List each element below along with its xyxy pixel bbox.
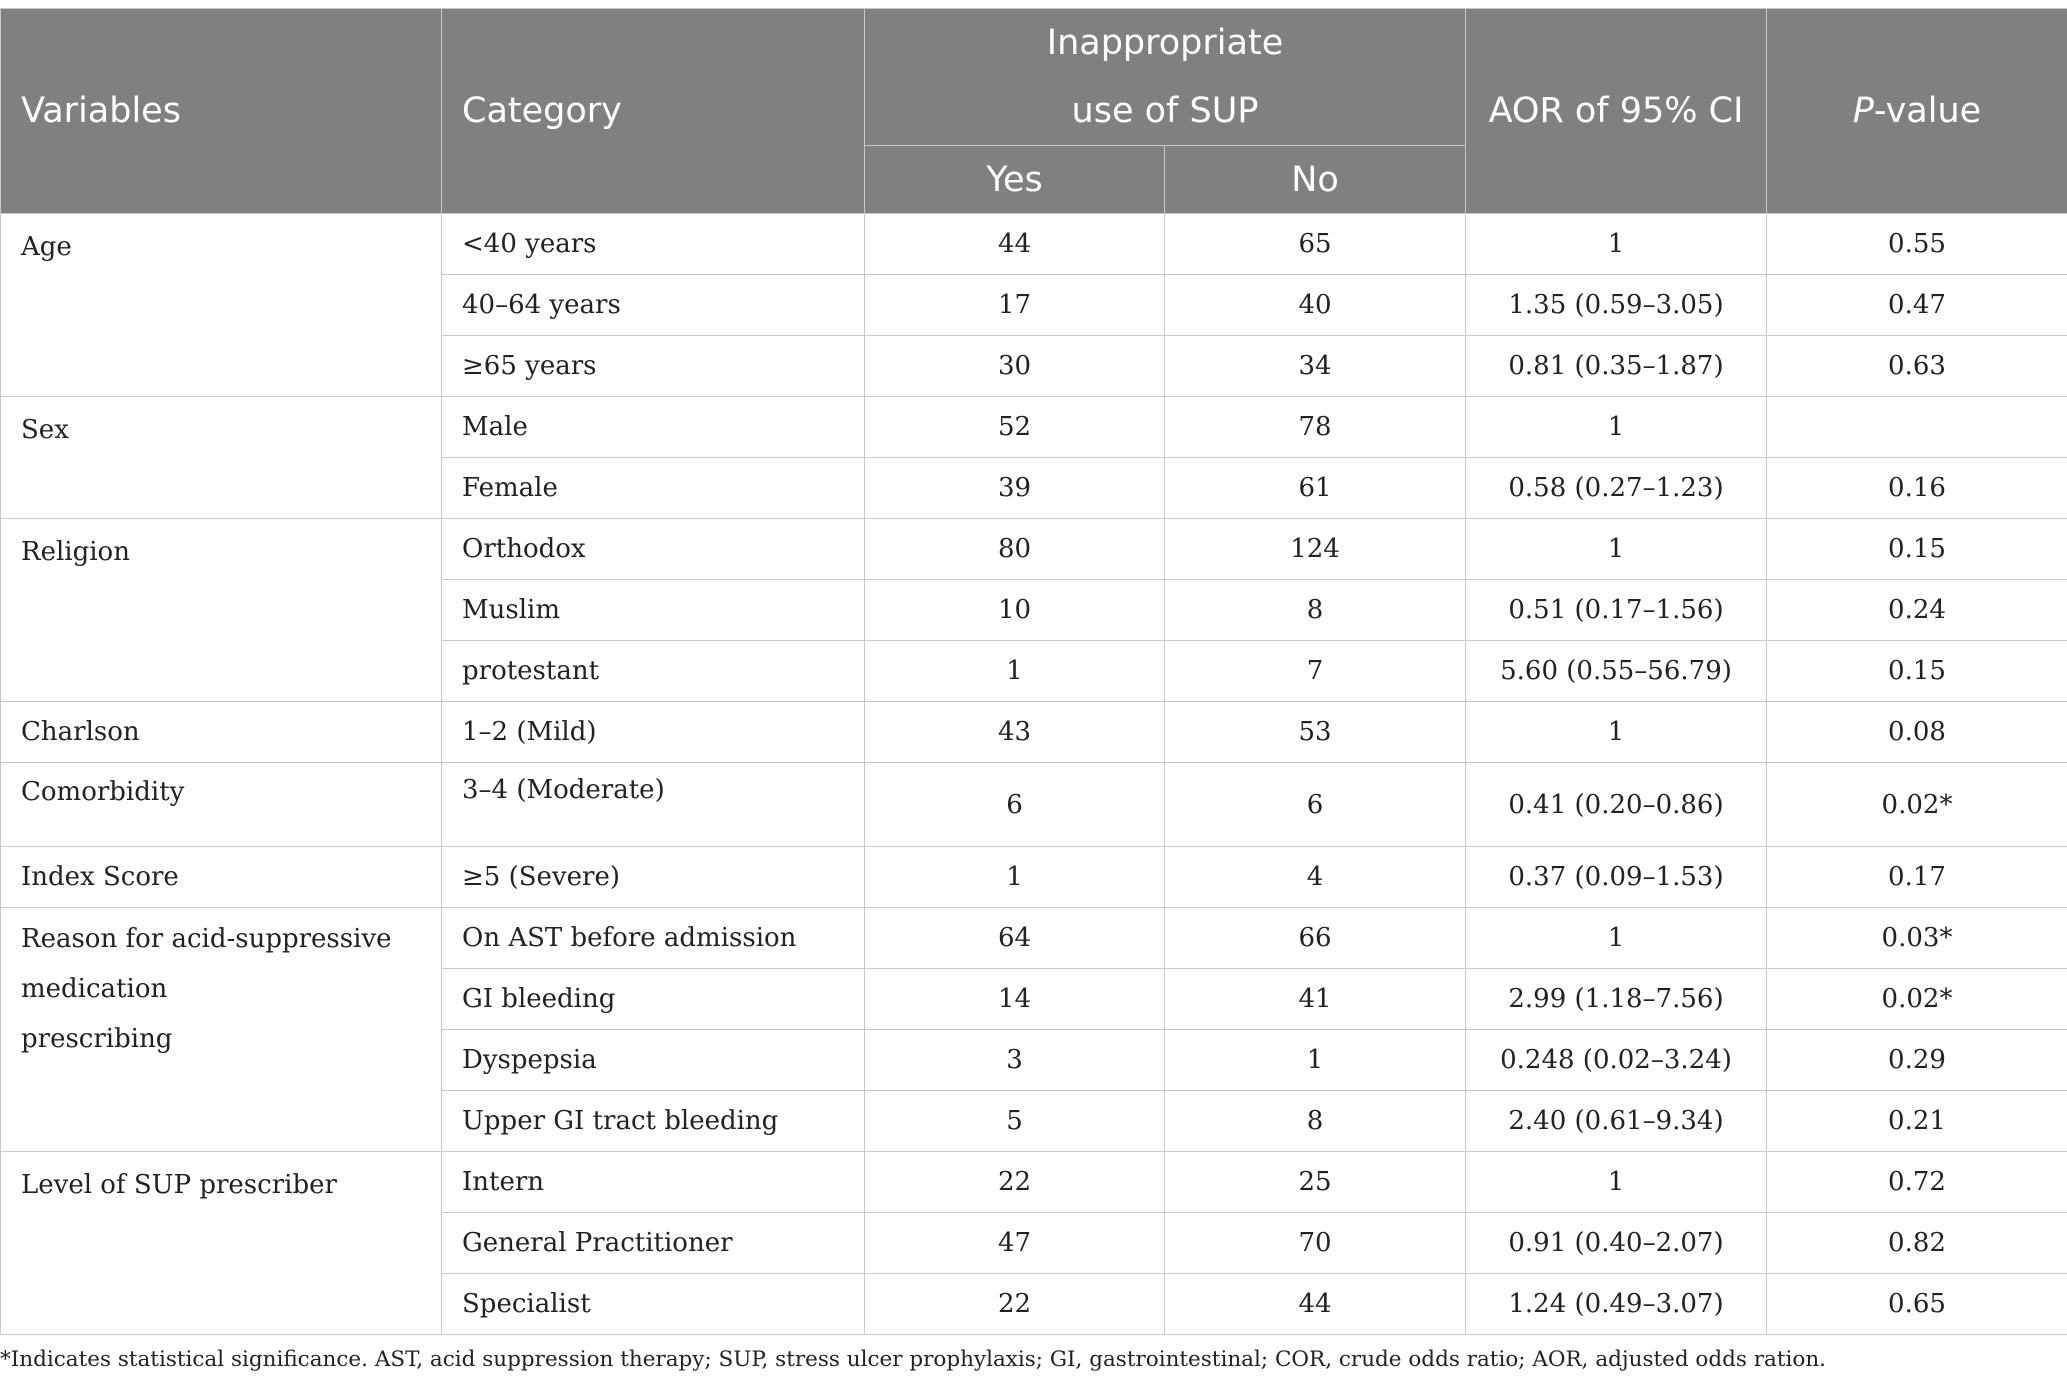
no-cell: 40 <box>1165 275 1466 336</box>
aor-cell: 2.40 (0.61–9.34) <box>1466 1091 1767 1152</box>
yes-cell: 22 <box>865 1274 1165 1335</box>
no-cell: 7 <box>1165 641 1466 702</box>
category-cell: Dyspepsia <box>442 1030 865 1091</box>
table-row <box>1 847 2067 908</box>
pvalue-cell: 0.63 <box>1767 336 2067 397</box>
yes-cell: 80 <box>865 519 1165 580</box>
yes-cell: 1 <box>865 847 1165 908</box>
category-cell: General Practitioner <box>442 1213 865 1274</box>
header-inappropriate-use <box>865 9 1466 146</box>
category-cell: Intern <box>442 1152 865 1213</box>
aor-cell: 1 <box>1466 908 1767 969</box>
pvalue-cell: 0.24 <box>1767 580 2067 641</box>
pvalue-cell: 0.82 <box>1767 1213 2067 1274</box>
header-inappropriate-line2: use of SUP <box>1071 91 1259 131</box>
pvalue-cell: 0.29 <box>1767 1030 2067 1091</box>
category-cell: Muslim <box>442 580 865 641</box>
group-reason <box>1 908 442 1152</box>
no-cell: 61 <box>1165 458 1466 519</box>
aor-cell: 0.41 (0.20–0.86) <box>1466 763 1767 847</box>
no-cell: 66 <box>1165 908 1466 969</box>
pvalue-cell: 0.02* <box>1767 969 2067 1030</box>
header-row <box>1 9 2067 146</box>
no-cell: 1 <box>1165 1030 1466 1091</box>
yes-cell: 47 <box>865 1213 1165 1274</box>
group-level: Level of SUP prescriber <box>1 1152 442 1335</box>
header-aor: AOR of 95% CI <box>1466 9 1767 214</box>
header-pvalue <box>1767 9 2067 214</box>
category-cell: Orthodox <box>442 519 865 580</box>
group-comorbidity: Comorbidity <box>1 763 442 847</box>
pvalue-cell: 0.55 <box>1767 214 2067 275</box>
group-reason-line3: prescribing <box>21 1024 173 1054</box>
yes-cell: 6 <box>865 763 1165 847</box>
group-age: Age <box>1 214 442 397</box>
no-cell: 53 <box>1165 702 1466 763</box>
yes-cell: 14 <box>865 969 1165 1030</box>
no-cell: 4 <box>1165 847 1466 908</box>
no-cell: 70 <box>1165 1213 1466 1274</box>
pvalue-cell: 0.15 <box>1767 641 2067 702</box>
yes-cell: 39 <box>865 458 1165 519</box>
category-cell: 3–4 (Moderate) <box>442 763 865 847</box>
category-cell: Female <box>442 458 865 519</box>
yes-cell: 3 <box>865 1030 1165 1091</box>
no-cell: 78 <box>1165 397 1466 458</box>
category-cell: <40 years <box>442 214 865 275</box>
pvalue-cell: 0.72 <box>1767 1152 2067 1213</box>
aor-cell: 1 <box>1466 214 1767 275</box>
pvalue-cell: 0.21 <box>1767 1091 2067 1152</box>
no-cell: 65 <box>1165 214 1466 275</box>
aor-cell: 1 <box>1466 519 1767 580</box>
yes-cell: 17 <box>865 275 1165 336</box>
aor-cell: 0.37 (0.09–1.53) <box>1466 847 1767 908</box>
aor-cell: 1 <box>1466 1152 1767 1213</box>
aor-cell: 1 <box>1466 702 1767 763</box>
header-inappropriate-line1: Inappropriate <box>1046 23 1284 63</box>
header-category: Category <box>442 9 865 214</box>
table-footnote: *Indicates statistical significance. AST, acid suppression therapy; SUP, stress ulcer prophylaxis; GI, gastrointestinal; COR, crude odds ratio; AOR, adjusted odds ration. <box>0 1347 1827 1372</box>
group-index-score: Index Score <box>1 847 442 908</box>
aor-cell: 0.51 (0.17–1.56) <box>1466 580 1767 641</box>
pvalue-cell: 0.17 <box>1767 847 2067 908</box>
group-religion: Religion <box>1 519 442 702</box>
pvalue-cell: 0.47 <box>1767 275 2067 336</box>
yes-cell: 5 <box>865 1091 1165 1152</box>
group-reason-line1: Reason for acid-suppressive <box>21 924 392 954</box>
no-cell: 41 <box>1165 969 1466 1030</box>
table-row <box>1 763 2067 847</box>
header-variables: Variables <box>1 9 442 214</box>
no-cell: 6 <box>1165 763 1466 847</box>
table-row <box>1 1152 2067 1213</box>
header-no: No <box>1165 146 1466 214</box>
yes-cell: 52 <box>865 397 1165 458</box>
yes-cell: 30 <box>865 336 1165 397</box>
aor-cell: 2.99 (1.18–7.56) <box>1466 969 1767 1030</box>
table-row <box>1 702 2067 763</box>
category-cell: ≥65 years <box>442 336 865 397</box>
table-row <box>1 214 2067 275</box>
table-row <box>1 397 2067 458</box>
group-charlson: Charlson <box>1 702 442 763</box>
header-yes: Yes <box>865 146 1165 214</box>
no-cell: 44 <box>1165 1274 1466 1335</box>
pvalue-cell: 0.03* <box>1767 908 2067 969</box>
pvalue-cell: 0.02* <box>1767 763 2067 847</box>
aor-cell: 0.81 (0.35–1.87) <box>1466 336 1767 397</box>
yes-cell: 44 <box>865 214 1165 275</box>
aor-cell: 0.248 (0.02–3.24) <box>1466 1030 1767 1091</box>
group-sex: Sex <box>1 397 442 519</box>
no-cell: 34 <box>1165 336 1466 397</box>
table-row <box>1 519 2067 580</box>
results-table <box>0 8 2067 1335</box>
aor-cell: 1.24 (0.49–3.07) <box>1466 1274 1767 1335</box>
aor-cell: 5.60 (0.55–56.79) <box>1466 641 1767 702</box>
yes-cell: 1 <box>865 641 1165 702</box>
aor-cell: 0.91 (0.40–2.07) <box>1466 1213 1767 1274</box>
yes-cell: 22 <box>865 1152 1165 1213</box>
pvalue-cell: 0.08 <box>1767 702 2067 763</box>
group-reason-line2: medication <box>21 974 168 1004</box>
yes-cell: 10 <box>865 580 1165 641</box>
category-cell: 40–64 years <box>442 275 865 336</box>
yes-cell: 64 <box>865 908 1165 969</box>
no-cell: 8 <box>1165 580 1466 641</box>
pvalue-cell <box>1767 397 2067 458</box>
category-cell: Specialist <box>442 1274 865 1335</box>
category-cell: ≥5 (Severe) <box>442 847 865 908</box>
aor-cell: 1.35 (0.59–3.05) <box>1466 275 1767 336</box>
pvalue-cell: 0.65 <box>1767 1274 2067 1335</box>
category-cell: Male <box>442 397 865 458</box>
category-cell: protestant <box>442 641 865 702</box>
yes-cell: 43 <box>865 702 1165 763</box>
category-cell: GI bleeding <box>442 969 865 1030</box>
header-pvalue-rest: -value <box>1873 91 1982 131</box>
table-row <box>1 908 2067 969</box>
pvalue-cell: 0.15 <box>1767 519 2067 580</box>
category-cell: Upper GI tract bleeding <box>442 1091 865 1152</box>
aor-cell: 1 <box>1466 397 1767 458</box>
no-cell: 25 <box>1165 1152 1466 1213</box>
no-cell: 124 <box>1165 519 1466 580</box>
aor-cell: 0.58 (0.27–1.23) <box>1466 458 1767 519</box>
category-cell: 1–2 (Mild) <box>442 702 865 763</box>
category-cell: On AST before admission <box>442 908 865 969</box>
header-pvalue-italic: P <box>1852 91 1874 131</box>
no-cell: 8 <box>1165 1091 1466 1152</box>
pvalue-cell: 0.16 <box>1767 458 2067 519</box>
